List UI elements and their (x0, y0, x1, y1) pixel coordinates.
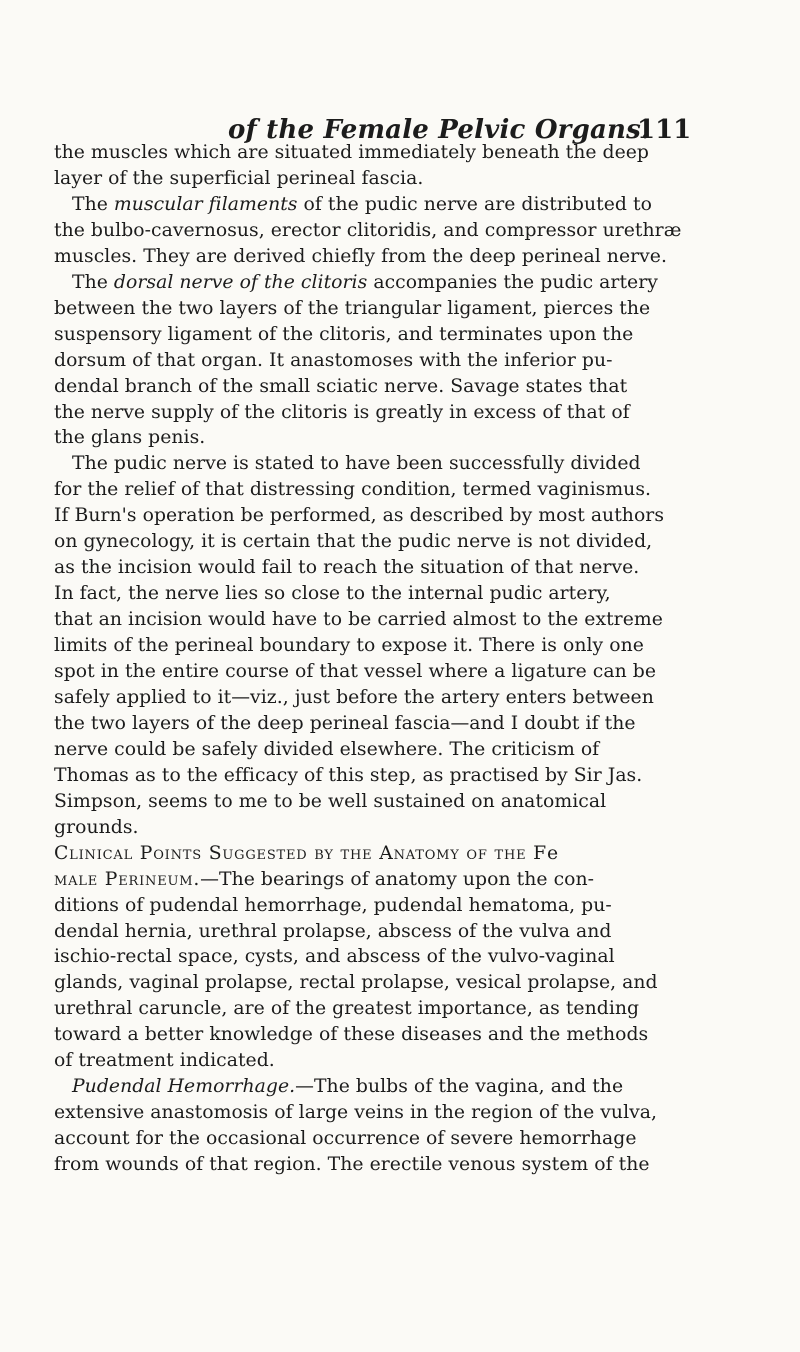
text-line: The dorsal nerve of the clitoris accompanies the pudic artery (72, 271, 658, 293)
text-line: spot in the entire course of that vessel where a ligature can be (54, 661, 656, 682)
small-caps-run: male Perineum. (54, 868, 201, 890)
text-line: the glans penis. (54, 427, 206, 449)
text-line: muscles. They are derived chiefly from the deep perineal nerve. (54, 245, 667, 267)
italic-run: muscular filaments (113, 193, 304, 215)
text-line: Thomas as to the efficacy of this step, as practised by Sir Jas. (54, 764, 643, 786)
text-line: urethral caruncle, are of the greatest importance, as tending (54, 998, 640, 1020)
text-line: account for the occasional occurrence of severe hemorrhage (54, 1128, 637, 1150)
text-line: as the incision would fail to reach the situation of that nerve. (54, 557, 640, 579)
text-line: the two layers of the deep perineal fascia—and I doubt if the (54, 712, 636, 734)
text-line: that an incision would have to be carried almost to the extreme (54, 609, 663, 631)
text-line: limits of the perineal boundary to expose it. There is only one (54, 635, 644, 657)
text-line: suspensory ligament of the clitoris, and terminates upon the (54, 323, 634, 345)
text-line: In fact, the nerve lies so close to the internal pudic artery, (54, 583, 611, 605)
text-line: Simpson, seems to me to be well sustained on anatomical (54, 790, 607, 812)
page-number: 111 (637, 115, 692, 145)
text-line: The muscular filaments of the pudic nerve are distributed to (72, 193, 652, 215)
text-line: between the two layers of the triangular ligament, pierces the (54, 297, 651, 319)
text-line: grounds. (54, 816, 139, 838)
text-line: the bulbo-cavernosus, erector clitoridis, and compressor urethræ (54, 219, 682, 241)
text-line: ischio-rectal space, cysts, and abscess of the vulvo-vaginal (54, 946, 615, 968)
italic-run: dorsal nerve of the clitoris (113, 271, 368, 293)
text-line: from wounds of that region. The erectile venous system of the (54, 1154, 650, 1176)
text-line: of treatment indicated. (54, 1050, 275, 1072)
text-line: dendal branch of the small sciatic nerve. Savage states that (54, 375, 628, 397)
text-line: for the relief of that distressing condition, termed vaginismus. (54, 479, 652, 501)
text-line: dendal hernia, urethral prolapse, abscess of the vulva and (54, 920, 612, 942)
text-line: ditions of pudendal hemorrhage, pudendal hematoma, pu- (54, 894, 612, 916)
text-line: glands, vaginal prolapse, rectal prolapse, vesical prolapse, and (54, 972, 658, 994)
text-line: safely applied to it—viz., just before the artery enters between (54, 686, 654, 708)
text-line: nerve could be safely divided elsewhere. The criticism of (54, 738, 600, 760)
text-line: Pudendal Hemorrhage.—The bulbs of the vagina, and the (72, 1076, 624, 1098)
text-line: extensive anastomosis of large veins in the region of the vulva, (54, 1102, 658, 1124)
italic-run: Pudendal Hemorrhage. (72, 1076, 296, 1098)
text-line: If Burn's operation be performed, as described by most authors (54, 505, 665, 527)
text-line: the nerve supply of the clitoris is greatly in excess of that of (54, 401, 630, 423)
text-line: dorsum of that organ. It anastomoses with the inferior pu- (54, 349, 613, 371)
text-line: on gynecology, it is certain that the pudic nerve is not divided, (54, 531, 653, 553)
text-line: layer of the superficial perineal fascia. (54, 167, 424, 189)
text-line: Clinical Points Suggested by the Anatomy of the Fe (54, 842, 559, 864)
text-line: male Perineum.—The bearings of anatomy upon the con- (54, 868, 595, 890)
small-caps-run: Clinical Points Suggested by the Anatomy of the F (54, 842, 547, 864)
text-line: The pudic nerve is stated to have been successfully divided (72, 453, 641, 475)
text-line: toward a better knowledge of these diseases and the methods (54, 1024, 649, 1046)
text-line: the muscles which are situated immediately beneath the deep (54, 142, 650, 163)
running-title: of the Female Pelvic Organs. (228, 115, 651, 145)
